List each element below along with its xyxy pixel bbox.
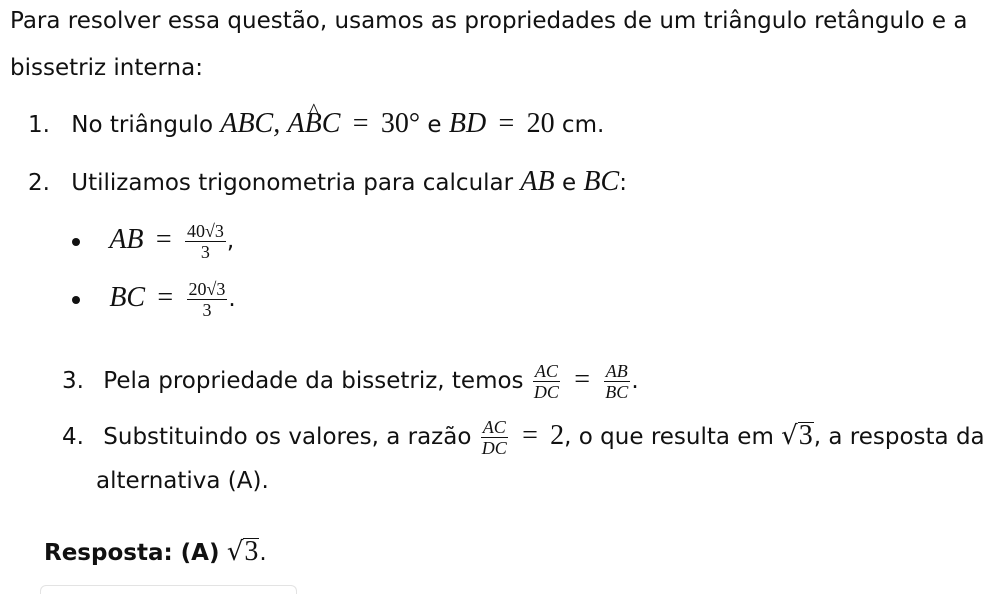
bottom-box-edge — [40, 585, 297, 594]
math-equals: = — [155, 224, 172, 255]
conj: e — [561, 170, 577, 196]
fraction-denominator: 3 — [200, 242, 210, 262]
fraction-numerator: AC — [534, 361, 558, 381]
punct: . — [228, 286, 236, 312]
bullet-bc — [72, 280, 236, 319]
math-lhs: AB — [109, 224, 144, 255]
math-equals: = — [498, 108, 515, 139]
sqrt-radicand: 3 — [244, 536, 259, 567]
step-4-continued: alternativa (A). — [96, 468, 269, 494]
sqrt — [226, 536, 260, 567]
step-4 — [62, 418, 985, 457]
fraction — [185, 222, 226, 261]
math-value: 2 — [550, 420, 565, 451]
answer-label: Resposta: (A) — [44, 540, 220, 566]
step-3 — [62, 362, 639, 401]
math-equals: = — [352, 108, 369, 139]
math-degree: 30° — [380, 108, 421, 139]
fraction-ac-dc — [480, 418, 509, 457]
math-value: 20 — [526, 108, 555, 139]
fraction-ac-dc — [532, 362, 561, 401]
fraction-numerator: 40√3 — [186, 221, 224, 241]
math-angle-c: C — [321, 108, 341, 139]
fraction-numerator: 20√3 — [188, 279, 226, 299]
punct: , — [226, 228, 235, 254]
math-angle-b: ^ B — [305, 108, 322, 140]
math-equals: = — [574, 364, 590, 395]
math-lhs: BC — [109, 282, 146, 313]
intro-line-2: bissetriz interna: — [10, 55, 203, 81]
fraction-denominator: 3 — [202, 300, 212, 320]
math-angle-a: A — [287, 108, 305, 139]
bullet-dot — [72, 238, 80, 246]
step-text: Pela propriedade da bissetriz, temos — [103, 368, 524, 394]
list-number: 4. — [62, 424, 84, 450]
sqrt — [781, 420, 814, 451]
punct: . — [259, 540, 267, 566]
math-bc: BC — [583, 166, 620, 197]
list-number: 3. — [62, 368, 84, 394]
fraction-ab-bc — [603, 362, 630, 401]
step-1 — [28, 108, 604, 140]
sqrt-sign-icon: √ — [781, 421, 798, 451]
fraction-denominator: DC — [533, 382, 559, 402]
step-text: , o que resulta em — [564, 424, 774, 450]
step-2 — [28, 166, 627, 198]
math-abc: ABC, — [220, 108, 281, 139]
bullet-dot — [72, 296, 80, 304]
fraction-denominator: BC — [605, 382, 629, 402]
math-equals: = — [522, 420, 538, 451]
step-text: No triângulo — [71, 112, 214, 138]
final-answer — [44, 537, 267, 567]
colon: : — [619, 170, 627, 196]
step-text: Utilizamos trigonometria para calcular — [71, 170, 514, 196]
math-ab: AB — [520, 166, 555, 197]
sqrt-radicand: 3 — [798, 420, 813, 451]
sqrt-sign-icon: √ — [226, 537, 244, 567]
fraction-denominator: DC — [481, 438, 507, 458]
math-bd: BD — [448, 108, 487, 139]
fraction-numerator: AC — [482, 417, 506, 437]
list-number: 1. — [28, 112, 50, 138]
bullet-ab — [72, 222, 234, 261]
list-number: 2. — [28, 170, 50, 196]
punct: . — [631, 368, 639, 394]
fraction — [187, 280, 228, 319]
intro-line-1: Para resolver essa questão, usamos as propriedades de um triângulo retângulo e a — [10, 8, 968, 34]
unit: cm. — [561, 112, 605, 138]
step-text: , a resposta da — [813, 424, 985, 450]
fraction-numerator: AB — [605, 361, 628, 381]
math-equals: = — [157, 282, 174, 313]
step-text: Substituindo os valores, a razão — [103, 424, 472, 450]
conj: e — [427, 112, 442, 138]
